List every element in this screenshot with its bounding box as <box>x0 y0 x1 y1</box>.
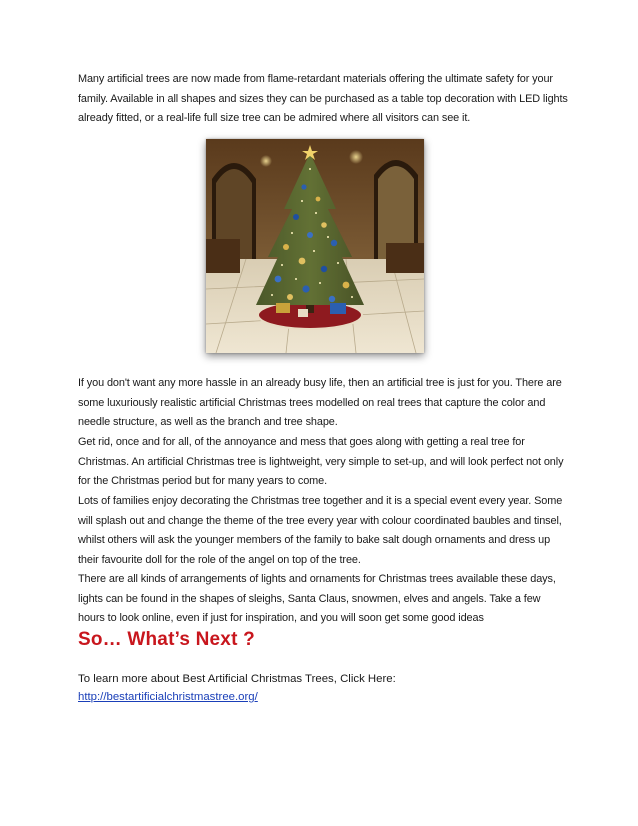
christmas-tree-photo <box>206 139 424 353</box>
paragraph: Get rid, once and for all, of the annoyance and mess that goes along with getting a real tree for Christmas. An artificial Christmas tree is lightweight, very simple to set-up, and will look perfect not only for the Christmas period but for many years to come. <box>78 436 564 488</box>
gift-box <box>276 303 290 313</box>
gift-box <box>298 309 308 317</box>
website-link[interactable]: http://bestartificialchristmastree.org/ <box>78 691 258 703</box>
intro-paragraph: Many artificial trees are now made from flame-retardant materials offering the ultimate safety for your family. Available in all shapes and sizes they can be purchased as a table top decoration with LED lights already fitted, or a real-life full size tree can be admired where all visitors can see it. <box>78 73 568 125</box>
gift-box <box>330 303 346 314</box>
paragraph: There are all kinds of arrangements of lights and ornaments for Christmas trees available these days, lights can be found in the shapes of sleighs, Santa Claus, snowmen, elves and angels. Take a few hours to look online, even if just for inspiration, and you will soon get some good ideas <box>78 573 556 625</box>
christmas-tree-illustration <box>206 139 424 353</box>
call-to-action-text: To learn more about Best Artificial Christmas Trees, Click Here: <box>78 673 396 685</box>
section-heading: So… What’s Next ? <box>78 629 255 650</box>
paragraph: If you don't want any more hassle in an already busy life, then an artificial tree is just for you. There are some luxuriously realistic artificial Christmas trees modelled on real trees that capture the color and needle structure, as well as the branch and tree shape. <box>78 377 562 429</box>
paragraph: Lots of families enjoy decorating the Christmas tree together and it is a special event every year. Some will splash out and change the theme of the tree every year with colour coordinated baubles and tinsel, whilst others will ask the younger members of the family to bake salt dough ornaments and dress up their favourite doll for the role of the angel on top of the tree. <box>78 495 563 566</box>
